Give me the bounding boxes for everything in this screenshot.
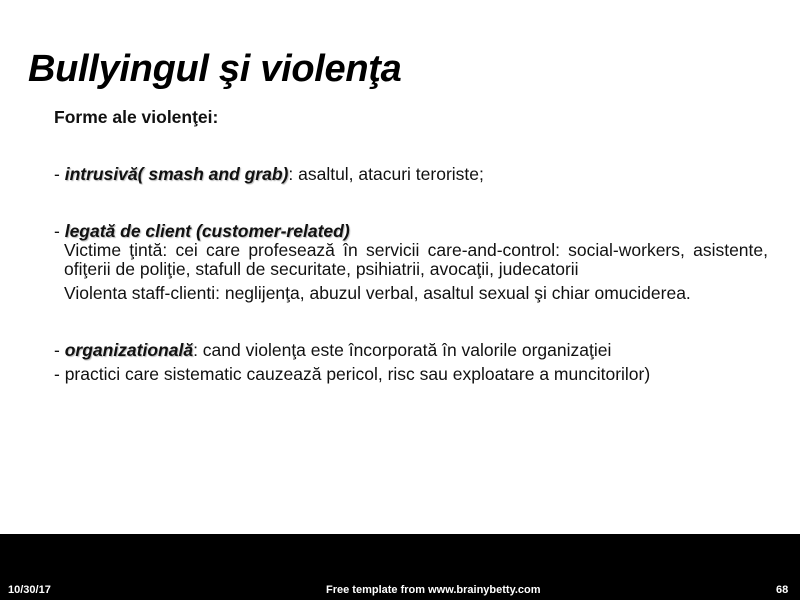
footer-date: 10/30/17: [8, 584, 51, 596]
bullet-dash: -: [54, 340, 65, 360]
intrusive-label: intrusivă( smash and grab): [64, 164, 289, 184]
violence-type-organizational: [54, 341, 768, 360]
staff-client-violence-paragraph: Violenta staff-clienti: neglijenţa, abuzul verbal, asaltul sexual şi chiar omuciderea.: [64, 283, 691, 303]
target-victims-paragraph: Victime ţintă: cei care profesează în servicii care-and-control: social-workers, asistente, ofiţerii de poliţie, stafull de securitate, psihiatrii, avocaţii, judecatorii: [64, 240, 768, 279]
organizational-description: : cand violenţa este încorporată în valorile organizaţiei: [193, 340, 612, 360]
organizational-label: organizatională: [64, 340, 194, 360]
intrusive-description: : asaltul, atacuri teroriste;: [288, 164, 484, 184]
footer-bar: [0, 534, 800, 600]
section-heading: Forme ale violenţei:: [54, 107, 219, 127]
systematic-practices-paragraph: - practici care sistematic cauzează pericol, risc sau exploatare a muncitorilor): [54, 364, 651, 384]
slide-title: Bullyingul şi violenţa: [28, 48, 402, 90]
footer-page-number: 68: [776, 584, 789, 596]
footer-template-credit: Free template from www.brainybetty.com: [326, 584, 541, 596]
bullet-dash: -: [54, 164, 65, 184]
slide-content: [54, 108, 768, 384]
violence-type-customer-related: [54, 222, 768, 241]
violence-type-intrusive: [54, 165, 768, 184]
customer-related-label: legată de client (customer-related): [64, 221, 350, 241]
bullet-dash: -: [54, 221, 65, 241]
